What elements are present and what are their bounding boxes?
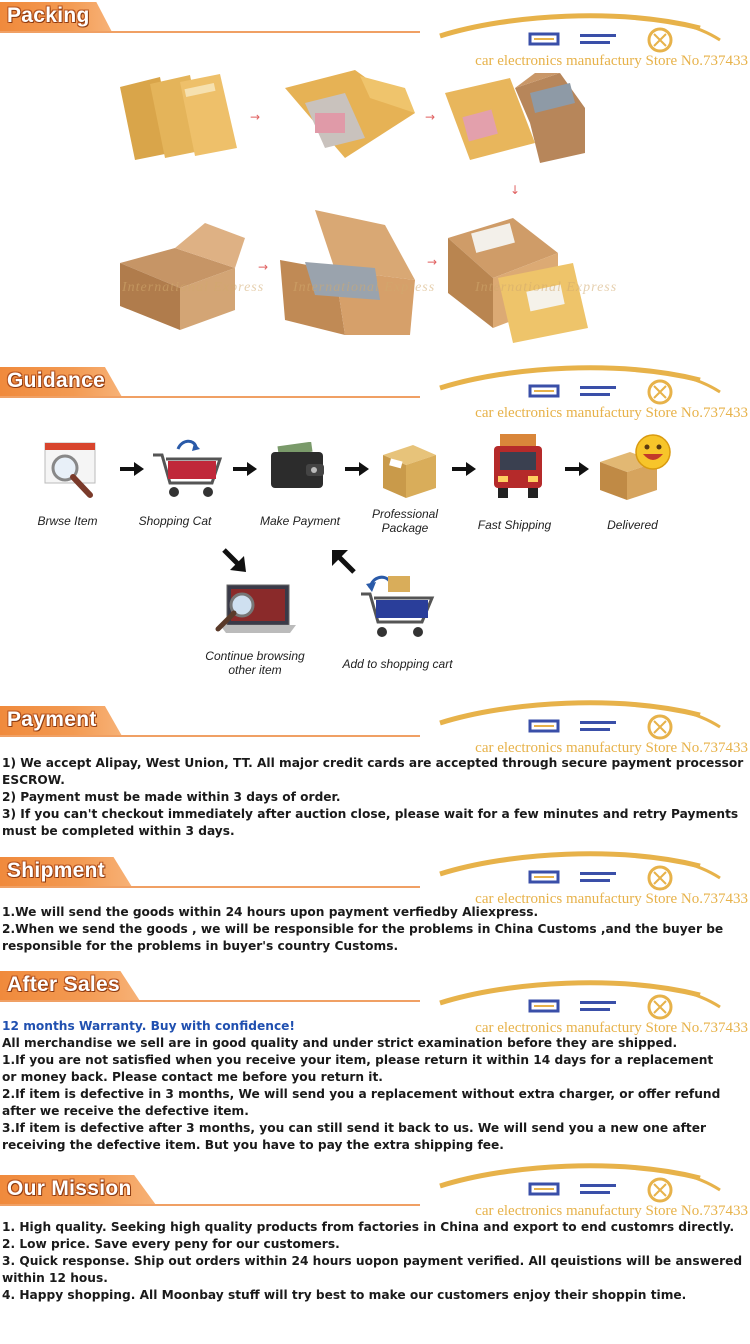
- open-box-image: [115, 218, 255, 333]
- mission-text: [2, 1219, 750, 1304]
- store-logo: [400, 10, 750, 70]
- envelope-into-box-image: [440, 68, 590, 168]
- section-title-shipment: Shipment: [7, 859, 106, 882]
- payment-line: 2) Payment must be made within 3 days of order.: [2, 790, 341, 804]
- section-title-guidance: Guidance: [7, 369, 106, 392]
- store-caption: car electronics manufactury Store No.737433: [475, 740, 748, 756]
- padded-envelopes-image: [115, 72, 245, 162]
- delivery-truck-icon: [490, 432, 545, 502]
- section-title-after-sales: After Sales: [7, 973, 121, 996]
- car-logo-icon: [430, 10, 730, 58]
- step-label-continue-browsing: Continue browsing other item: [205, 649, 305, 677]
- store-caption: car electronics manufactury Store No.737433: [475, 1020, 748, 1036]
- payment-line: 1) We accept Alipay, West Union, TT. All major credit cards are accepted through secure payment processor ESCROW.: [2, 756, 744, 787]
- add-to-cart-icon: [358, 570, 438, 640]
- after-sales-line: 3.If item is defective after 3 months, you can still send it back to us. We will send you a new one after receiving the defective item. But you have to pay the extra shipping fee.: [2, 1121, 706, 1152]
- step-label-payment: Make Payment: [259, 514, 341, 528]
- flow-arrow-right-icon: [565, 462, 589, 476]
- mission-line: 2. Low price. Save every peny for our customers.: [2, 1237, 340, 1251]
- store-caption: car electronics manufactury Store No.737433: [475, 891, 748, 907]
- store-caption: car electronics manufactury Store No.737433: [475, 405, 748, 421]
- banner-divider: [0, 1204, 420, 1206]
- step-label-shipping: Fast Shipping: [477, 518, 552, 532]
- diagonal-arrow-up-icon: [330, 548, 356, 574]
- watermark-text: International Express: [122, 280, 265, 295]
- banner-divider: [0, 31, 420, 33]
- shipment-line: 1.We will send the goods within 24 hours upon payment verfiedby Aliexpress.: [2, 905, 539, 919]
- store-logo: [400, 1160, 750, 1220]
- flow-arrow-right-icon: [120, 462, 144, 476]
- store-caption: car electronics manufactury Store No.737433: [475, 53, 748, 69]
- shopping-cart-icon: [150, 435, 225, 500]
- mission-line: 3. Quick response. Ship out orders within 24 hours uopon payment verified. All qeuistions will be answered within 12 hous.: [2, 1254, 743, 1285]
- store-caption: car electronics manufactury Store No.737433: [475, 1203, 748, 1219]
- car-logo-icon: [430, 1160, 730, 1208]
- flow-arrow-right-icon: [233, 462, 257, 476]
- wallet-icon: [268, 442, 328, 492]
- arrow-right-icon: →: [250, 110, 261, 124]
- flow-arrow-right-icon: [452, 462, 476, 476]
- store-logo: [400, 848, 750, 908]
- step-label-package: Professional Package: [371, 507, 439, 535]
- sealed-package-image: [443, 208, 593, 348]
- browse-magnifier-icon: [40, 440, 105, 500]
- step-label-delivered: Delivered: [607, 518, 658, 532]
- banner-divider: [0, 886, 420, 888]
- envelope-with-item-image: [275, 68, 425, 163]
- delivered-smiley-icon: [595, 432, 675, 502]
- flow-arrow-right-icon: [345, 462, 369, 476]
- car-logo-icon: [430, 697, 730, 745]
- arrow-down-icon: ↓: [510, 183, 521, 197]
- arrow-right-icon: →: [427, 255, 438, 269]
- store-logo: [400, 362, 750, 422]
- watermark-text: International Express: [475, 280, 618, 295]
- payment-text: [2, 755, 750, 840]
- arrow-right-icon: →: [425, 110, 436, 124]
- arrow-right-icon: →: [258, 260, 269, 274]
- banner-divider: [0, 1000, 420, 1002]
- payment-line: 3) If you can't checkout immediately after auction close, please wait for a few minutes and retry Payments must be completed within 3 days.: [2, 807, 739, 838]
- watermark-text: International Express: [293, 280, 436, 295]
- after-sales-line: 2.If item is defective in 3 months, We will send you a replacement without extra charger, or offer refund after we receive the defective item.: [2, 1087, 721, 1118]
- step-label-browse: Brwse Item: [37, 514, 98, 528]
- mission-line: 1. High quality. Seeking high quality products from factories in China and export to end customrs directly.: [2, 1220, 735, 1234]
- store-logo: [400, 697, 750, 757]
- after-sales-text: [2, 1018, 722, 1154]
- shipment-line: 2.When we send the goods , we will be responsible for the problems in China Customs ,and the buyer be responsible for the problems in buyer's country Customs.: [2, 922, 724, 953]
- section-title-packing: Packing: [7, 4, 90, 27]
- car-logo-icon: [430, 362, 730, 410]
- after-sales-line: All merchandise we sell are in good quality and under strict examination before they are shipped.: [2, 1036, 678, 1050]
- laptop-magnifier-icon: [212, 583, 297, 638]
- section-title-our-mission: Our Mission: [7, 1177, 132, 1200]
- mission-line: 4. Happy shopping. All Moonbay stuff will try best to make our customers enjoy their shoppin time.: [2, 1288, 687, 1302]
- banner-divider: [0, 396, 420, 398]
- step-label-cart: Shopping Cat: [138, 514, 212, 528]
- box-with-bubble-image: [275, 200, 425, 340]
- shipment-text: [2, 904, 750, 955]
- car-logo-icon: [430, 848, 730, 896]
- step-label-add-to-cart: Add to shopping cart: [342, 657, 453, 671]
- section-title-payment: Payment: [7, 708, 97, 731]
- after-sales-line: 1.If you are not satisfied when you receive your item, please return it within 14 days for a replacement or money back. Please contact me before you return it.: [2, 1053, 714, 1084]
- diagonal-arrow-down-icon: [222, 548, 248, 574]
- banner-divider: [0, 735, 420, 737]
- package-box-icon: [378, 440, 438, 500]
- warranty-highlight: 12 months Warranty. Buy with confidence!: [2, 1019, 295, 1033]
